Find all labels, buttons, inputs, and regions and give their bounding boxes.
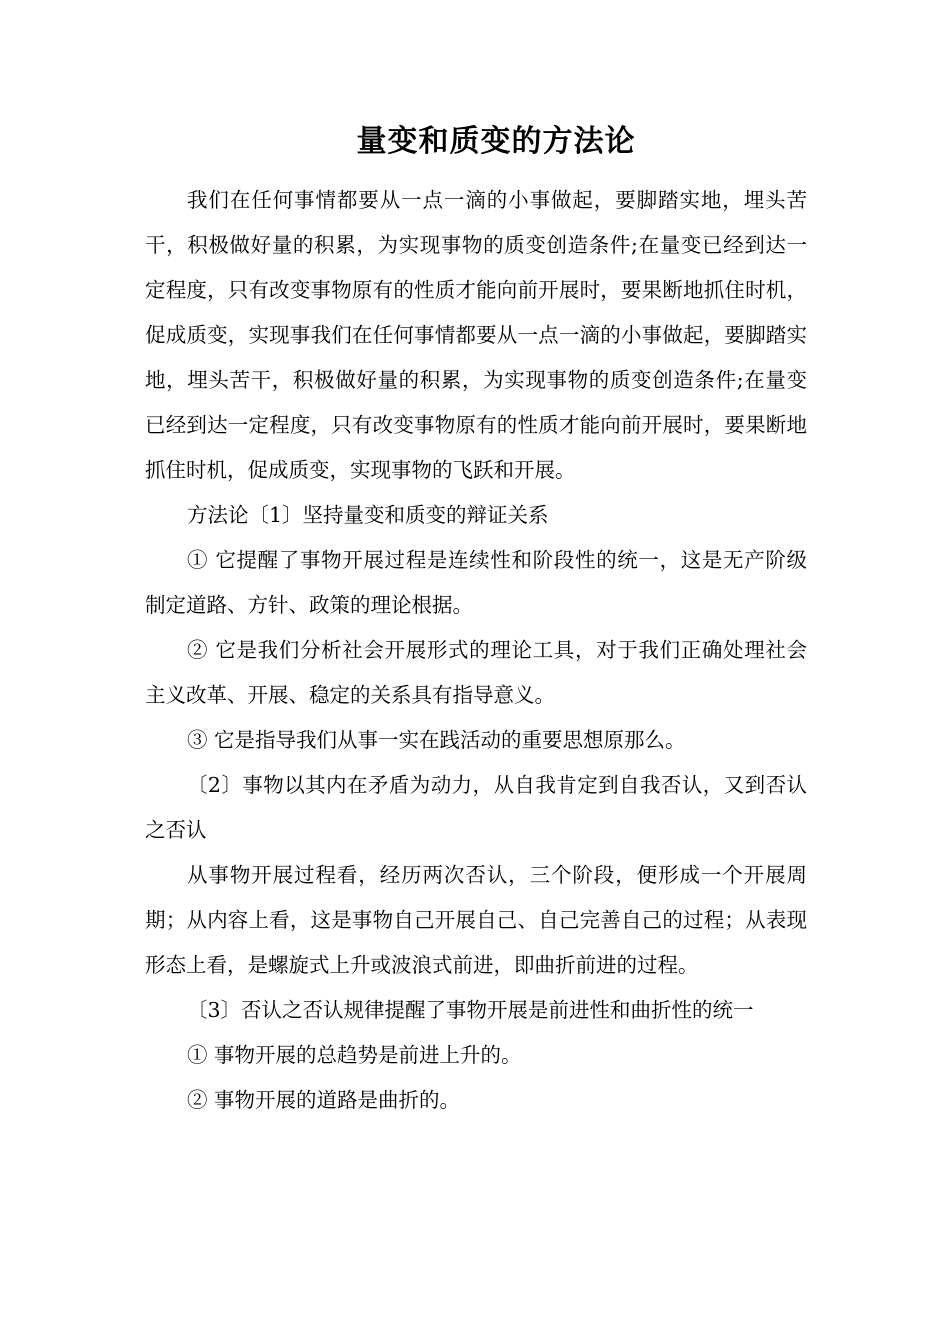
paragraph-point-2: ② 它是我们分析社会开展形式的理论工具，对于我们正确处理社会主义改革、开展、稳定的关系具有指导意义。 (145, 638, 807, 707)
document-page (145, 118, 807, 1123)
document-title: 量变和质变的方法论 (356, 124, 636, 159)
paragraph-intro: 我们在任何事情都要从一点一滴的小事做起，要脚踏实地，埋头苦干，积极做好量的积累，为实现事物的质变创造条件;在量变已经到达一定程度，只有改变事物原有的性质才能向前开展时，要果断地抓住时机，促成质变，实现事我们在任何事情都要从一点一滴的小事做起，要脚踏实地，埋头苦干，积极做好量的积累，为实现事物的质变创造条件;在量变已经到达一定程度，只有改变事物原有的性质才能向前开展时，要果断地抓住时机，促成质变，实现事物的飞跃和开展。 (145, 188, 807, 482)
paragraph-methodology-2: 〔2〕事物以其内在矛盾为动力，从自我肯定到自我否认，又到否认之否认 (145, 773, 807, 842)
paragraph-development-process: 从事物开展过程看，经历两次否认，三个阶段，便形成一个开展周期；从内容上看，这是事物自己开展自己、自己完善自己的过程；从表现形态上看，是螺旋式上升或波浪式前进，即曲折前进的过程。 (145, 863, 807, 977)
paragraph-methodology-3: 〔3〕否认之否认规律提醒了事物开展是前进性和曲折性的统一 (187, 998, 754, 1022)
paragraph-methodology-1: 方法论〔1〕坚持量变和质变的辩证关系 (187, 503, 549, 527)
paragraph-point-1: ① 它提醒了事物开展过程是连续性和阶段性的统一，这是无产阶级制定道路、方针、政策的理论根据。 (145, 548, 807, 617)
paragraph-trend: ① 事物开展的总趋势是前进上升的。 (187, 1043, 522, 1067)
paragraph-point-3: ③ 它是指导我们从事一实在践活动的重要思想原那么。 (187, 728, 686, 752)
paragraph-path: ② 事物开展的道路是曲折的。 (187, 1088, 461, 1112)
